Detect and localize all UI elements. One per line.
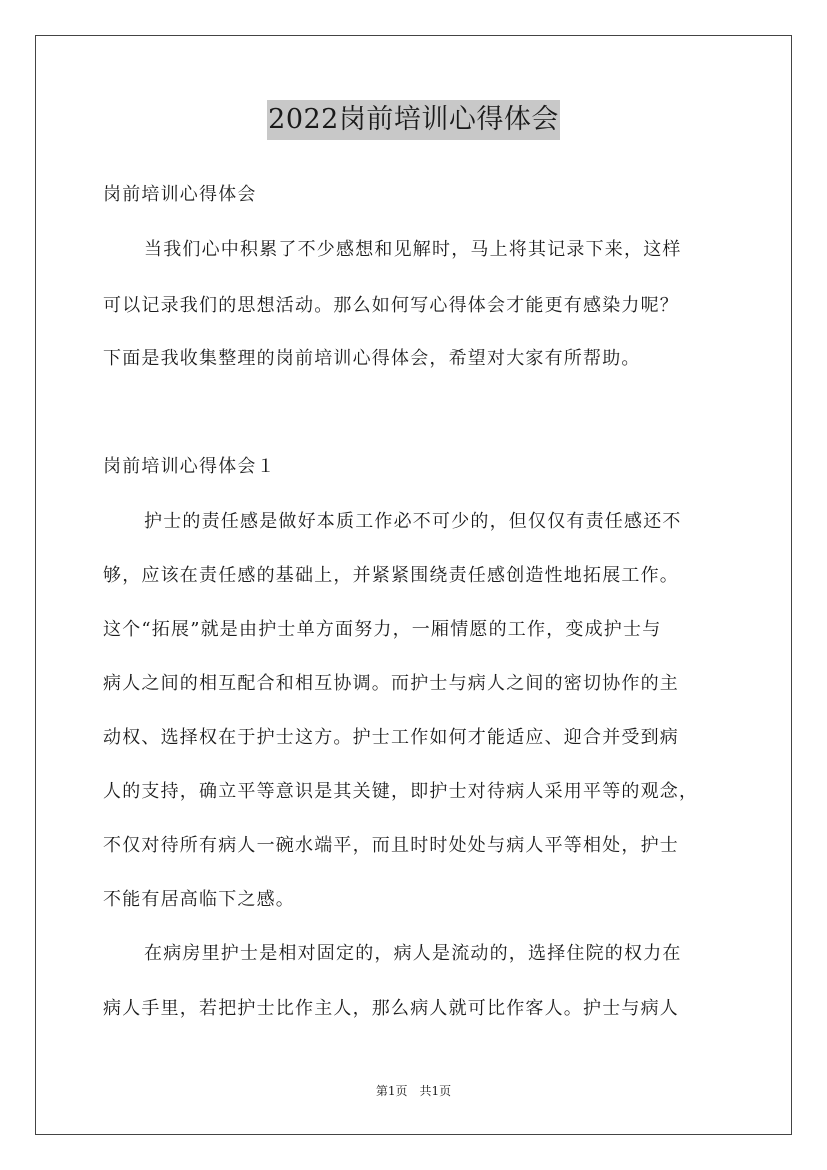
paragraph-line: 在病房里护士是相对固定的，病人是流动的，选择住院的权力在	[144, 943, 682, 964]
paragraph-line: 病人之间的相互配合和相互协调。而护士与病人之间的密切协作的主	[103, 673, 679, 694]
section-heading: 岗前培训心得体会	[103, 184, 257, 205]
paragraph-line: 病人手里，若把护士比作主人，那么病人就可比作客人。护士与病人	[103, 998, 679, 1019]
paragraph-line: 不能有居高临下之感。	[103, 889, 295, 910]
paragraph-line: 不仅对待所有病人一碗水端平，而且时时处处与病人平等相处，护士	[103, 835, 679, 856]
paragraph-line: 这个“拓展”就是由护士单方面努力，一厢情愿的工作，变成护士与	[103, 619, 662, 640]
page-footer: 第1页 共1页	[375, 1084, 452, 1098]
paragraph-line: 护士的责任感是做好本质工作必不可少的，但仅仅有责任感还不	[144, 511, 682, 532]
paragraph-line: 人的支持，确立平等意识是其关键，即护士对待病人采用平等的观念，	[103, 781, 699, 802]
title-container	[0, 100, 827, 140]
section-heading: 岗前培训心得体会１	[103, 456, 276, 477]
paragraph-line: 下面是我收集整理的岗前培训心得体会，希望对大家有所帮助。	[103, 348, 641, 369]
document-title: 2022岗前培训心得体会	[267, 100, 560, 140]
paragraph-line: 可以记录我们的思想活动。那么如何写心得体会才能更有感染力呢？	[103, 295, 679, 316]
paragraph-line: 当我们心中积累了不少感想和见解时，马上将其记录下来，这样	[144, 239, 682, 260]
paragraph-line: 动权、选择权在于护士这方。护士工作如何才能适应、迎合并受到病	[103, 727, 679, 748]
paragraph-line: 够，应该在责任感的基础上，并紧紧围绕责任感创造性地拓展工作。	[103, 565, 679, 586]
